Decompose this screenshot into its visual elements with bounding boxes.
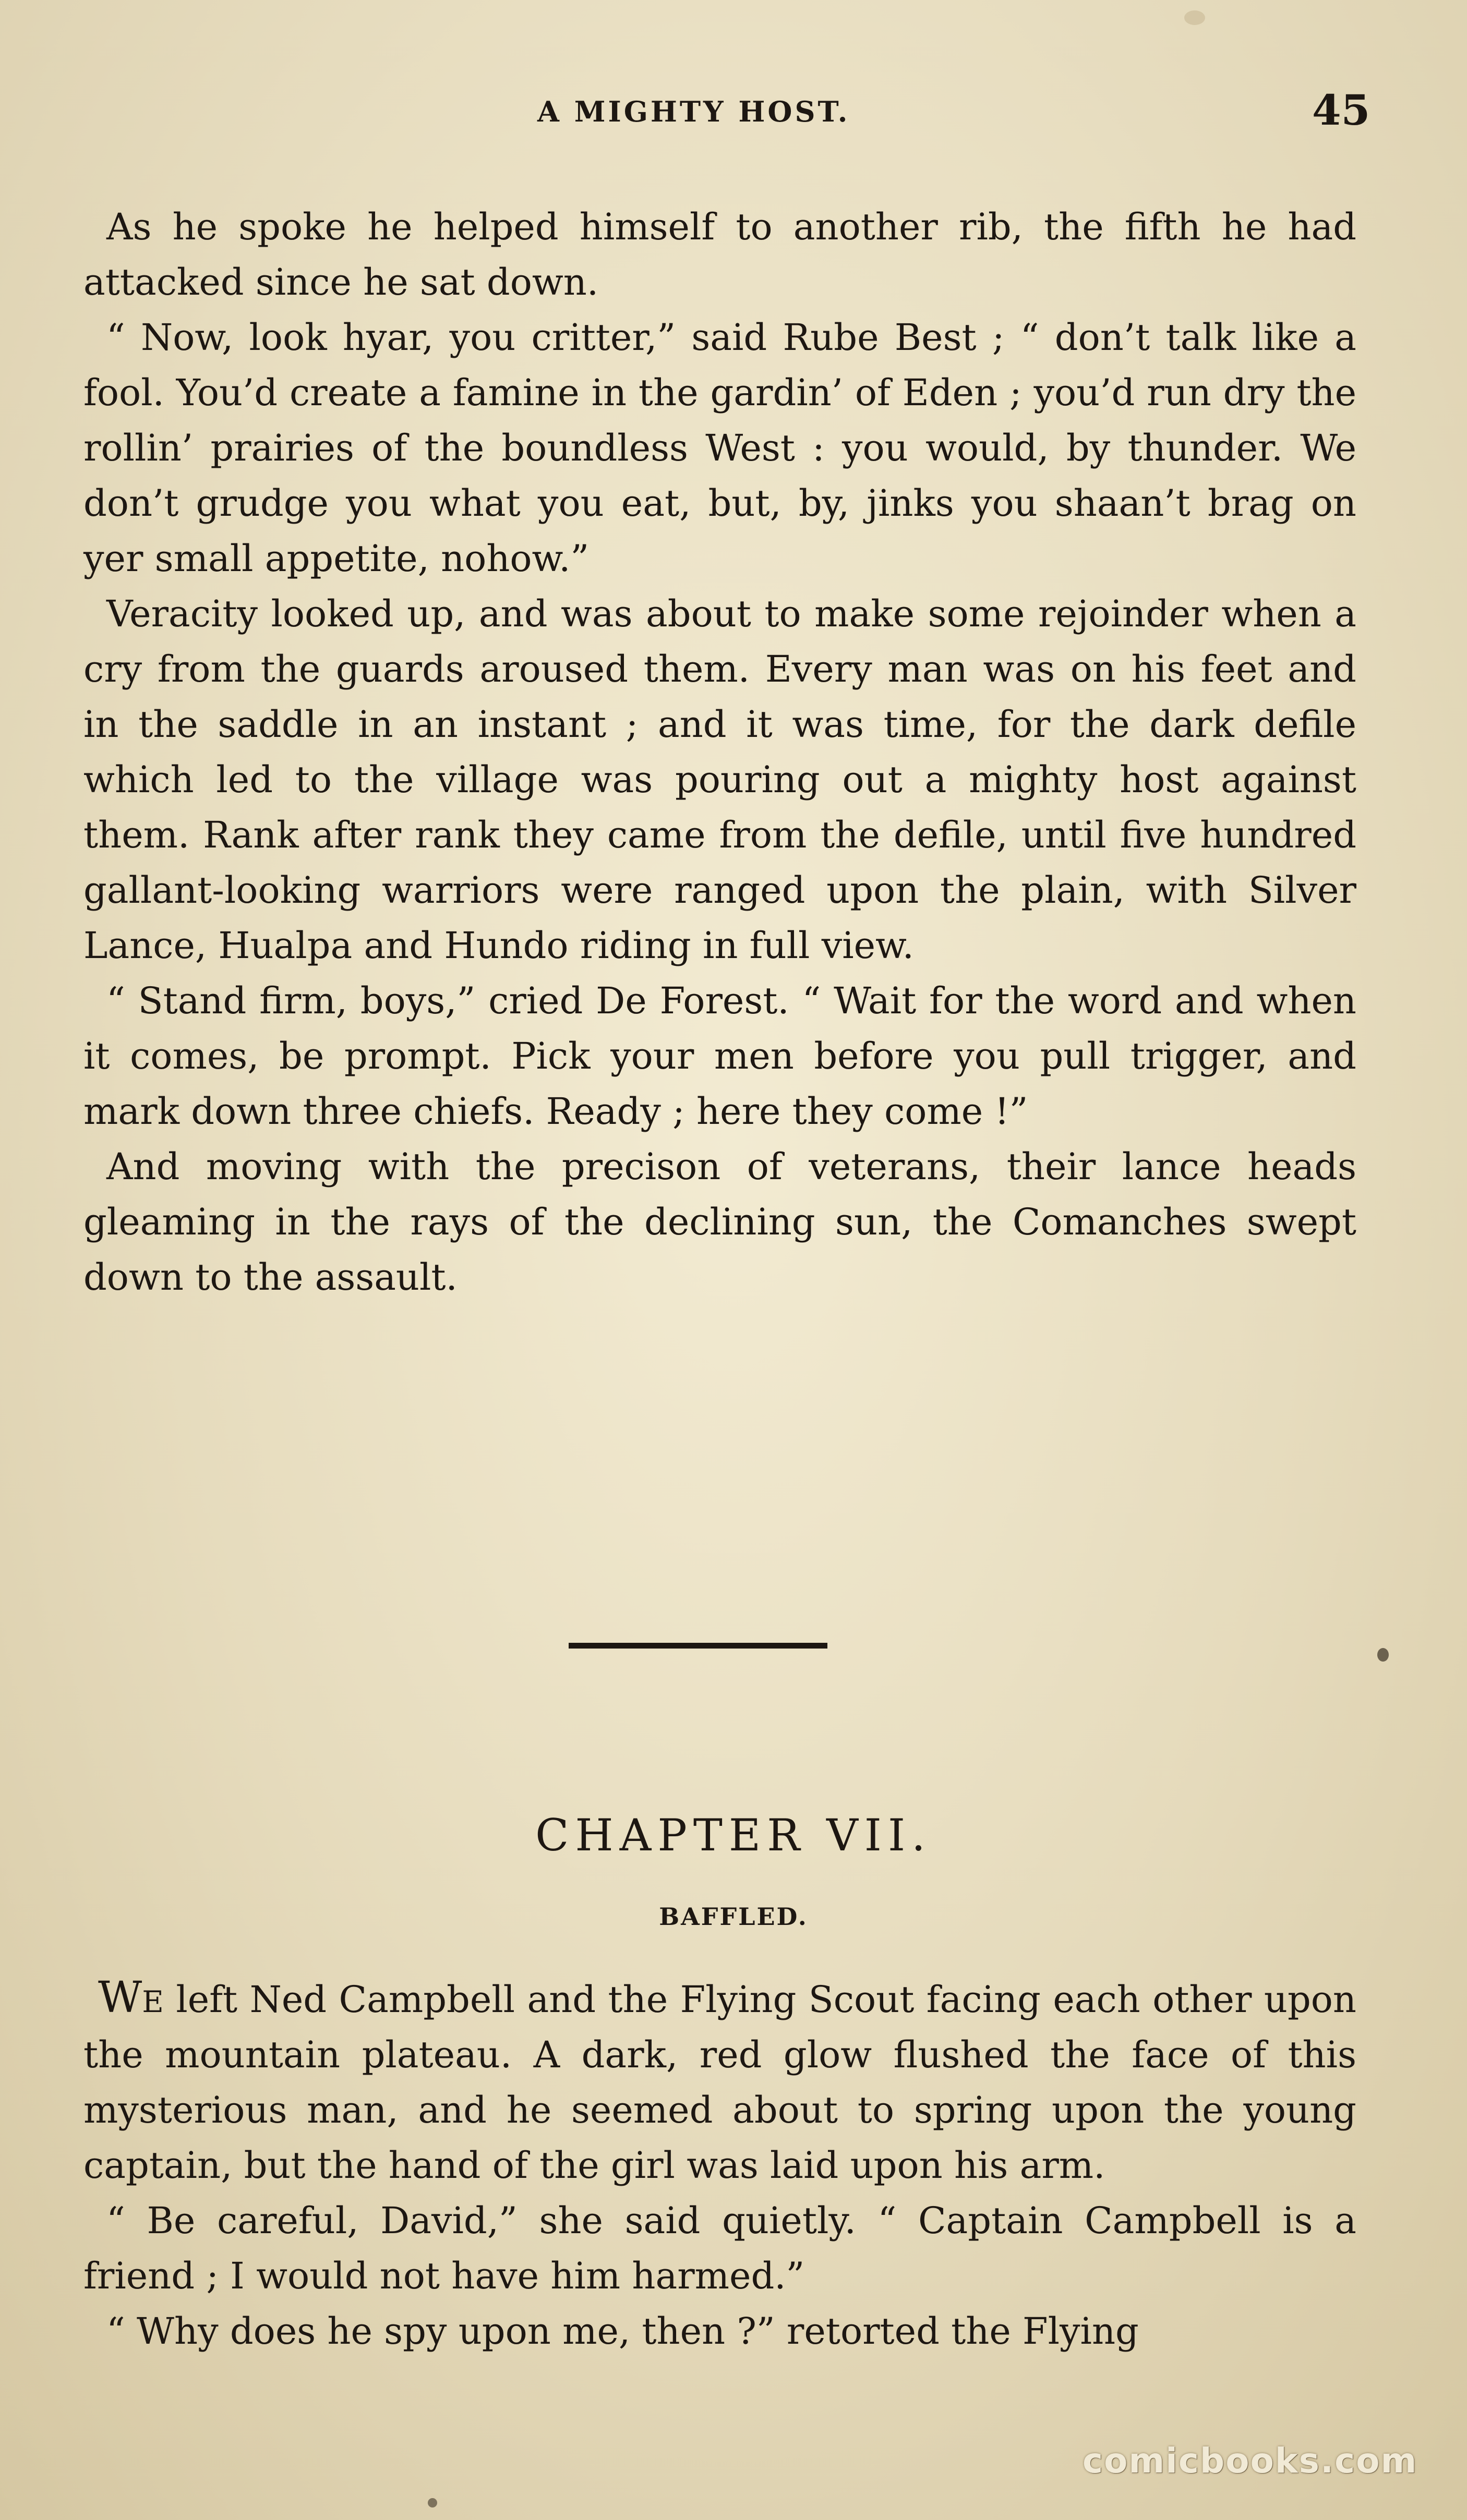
- body-paragraph: And moving with the precison of veterans, their lance heads gleaming in the rays of the declining sun, the Comanches swept down to the assault.: [83, 1145, 1356, 1299]
- running-head: [0, 86, 1467, 147]
- chapter-paragraph: “ Why does he spy upon me, then ?” retorted the Flying: [106, 2310, 1139, 2353]
- running-head-title: A MIGHTY HOST.: [537, 95, 850, 128]
- watermark-text: comicbooks.com: [1083, 2441, 1418, 2481]
- chapter-paragraph-text: left Ned Campbell and the Flying Scout facing each other upon the mountain plateau. A dark, red glow flushed the face of this mysterious man, and he seemed about to spring upon the young captain, but the hand of the girl was laid upon his arm.: [83, 1978, 1356, 2187]
- chapter-heading: CHAPTER VII.: [535, 1810, 932, 1861]
- body-paragraph: “ Stand firm, boys,” cried De Forest. “ Wait for the word and when it comes, be prompt. Pick your men before you pull trigger, and mark down three chiefs. Ready ; here they come !”: [83, 979, 1356, 1133]
- section-divider: [569, 1643, 827, 1649]
- body-paragraph: “ Now, look hyar, you critter,” said Rube Best ; “ don’t talk like a fool. You’d create a famine in the gardin’ of Eden ; you’d run dry the rollin’ prairies of the boundless West : you would, by thunder. We don’t grudge you what you eat, but, by, jinks you shaan’t brag on yer small appetite, nohow.”: [83, 316, 1356, 580]
- paper-stain: [1377, 1648, 1389, 1662]
- paper-stain: [428, 2498, 437, 2507]
- chapter-text-block: [83, 1970, 1356, 2359]
- chapter-paragraph: “ Be careful, David,” she said quietly. “ Captain Campbell is a friend ; I would not have him harmed.”: [83, 2199, 1356, 2297]
- upper-text-block: [83, 199, 1356, 1305]
- body-paragraph: Veracity looked up, and was about to make some rejoinder when a cry from the guards aroused them. Every man was on his feet and in the saddle in an instant ; and it was time, for the dark defile which led to the village was pouring out a mighty host against them. Rank after rank they came from the defile, until five hundred gallant-looking warriors were ranged upon the plain, with Silver Lance, Hualpa and Hundo riding in full view.: [83, 592, 1356, 967]
- chapter-lead-word: We: [98, 1973, 164, 2022]
- page-number: 45: [1312, 86, 1370, 135]
- chapter-subtitle: BAFFLED.: [659, 1903, 808, 1931]
- body-paragraph: As he spoke he helped himself to another rib, the fifth he had attacked since he sat down.: [83, 205, 1356, 304]
- paper-stain: [1184, 10, 1205, 25]
- chapter-paragraph: [83, 1970, 1356, 2193]
